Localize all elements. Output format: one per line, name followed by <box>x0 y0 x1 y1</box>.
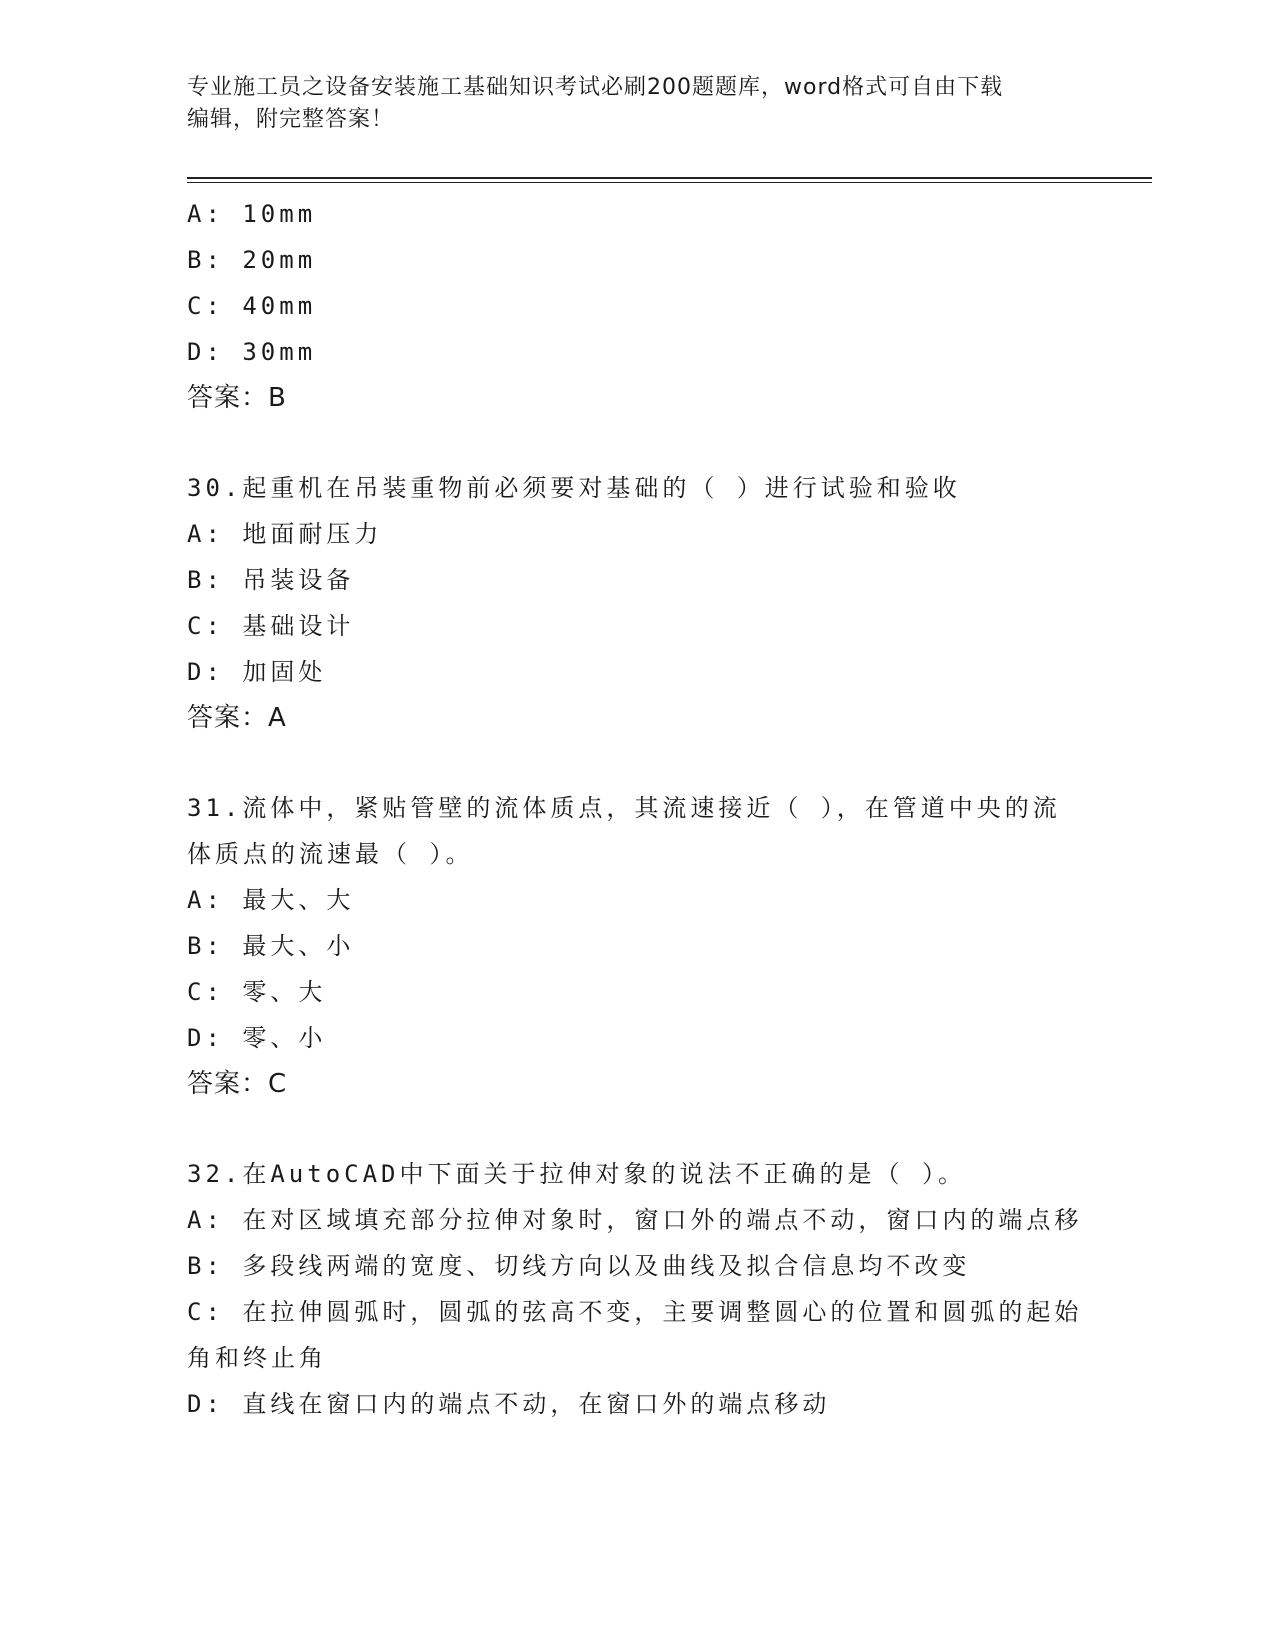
option-a: A: 在对区域填充部分拉伸对象时，窗口外的端点不动，窗口内的端点移 <box>187 1206 1083 1234</box>
option-b: B: 20mm <box>187 246 317 274</box>
option-d: D: 零、小 <box>187 1024 327 1052</box>
option-c: C: 零、大 <box>187 978 327 1006</box>
option-a: A: 地面耐压力 <box>187 520 383 548</box>
option-b: B: 最大、小 <box>187 932 355 960</box>
answer-label: 答案：C <box>187 1069 288 1099</box>
question-text: 31.流体中，紧贴管壁的流体质点，其流速接近（ ），在管道中央的流体质点的流速最（ ）。 <box>187 794 1061 868</box>
option-b: B: 吊装设备 <box>187 566 355 594</box>
answer-label: 答案：A <box>187 703 287 733</box>
option-a: A: 最大、大 <box>187 886 355 914</box>
answer-label: 答案：B <box>187 383 287 413</box>
option-d: D: 加固处 <box>187 658 327 686</box>
header-title-line-2: 编辑，附完整答案！ <box>187 107 395 132</box>
option-a: A: 10mm <box>187 200 317 228</box>
question-list <box>187 191 1087 1427</box>
question-block-31 <box>187 785 1087 1107</box>
question-block-32 <box>187 1151 1087 1427</box>
header-title-line-1: 专业施工员之设备安装施工基础知识考试必刷200题题库，word格式可自由下载 <box>187 75 1004 100</box>
header-rule-thick <box>187 177 1152 179</box>
option-d: D: 30mm <box>187 338 317 366</box>
option-c: C: 基础设计 <box>187 612 355 640</box>
document-header <box>187 72 1067 136</box>
question-block-29 <box>187 191 1087 421</box>
option-c: C: 在拉伸圆弧时，圆弧的弦高不变，主要调整圆心的位置和圆弧的起始角和终止角 <box>187 1298 1083 1372</box>
question-text: 32.在AutoCAD中下面关于拉伸对象的说法不正确的是（ ）。 <box>187 1160 966 1188</box>
option-d: D: 直线在窗口内的端点不动，在窗口外的端点移动 <box>187 1390 831 1418</box>
option-b: B: 多段线两端的宽度、切线方向以及曲线及拟合信息均不改变 <box>187 1252 971 1280</box>
option-c: C: 40mm <box>187 292 317 320</box>
question-block-30 <box>187 465 1087 741</box>
question-text: 30.起重机在吊装重物前必须要对基础的（ ）进行试验和验收 <box>187 474 961 502</box>
header-rule-thin <box>187 182 1152 183</box>
